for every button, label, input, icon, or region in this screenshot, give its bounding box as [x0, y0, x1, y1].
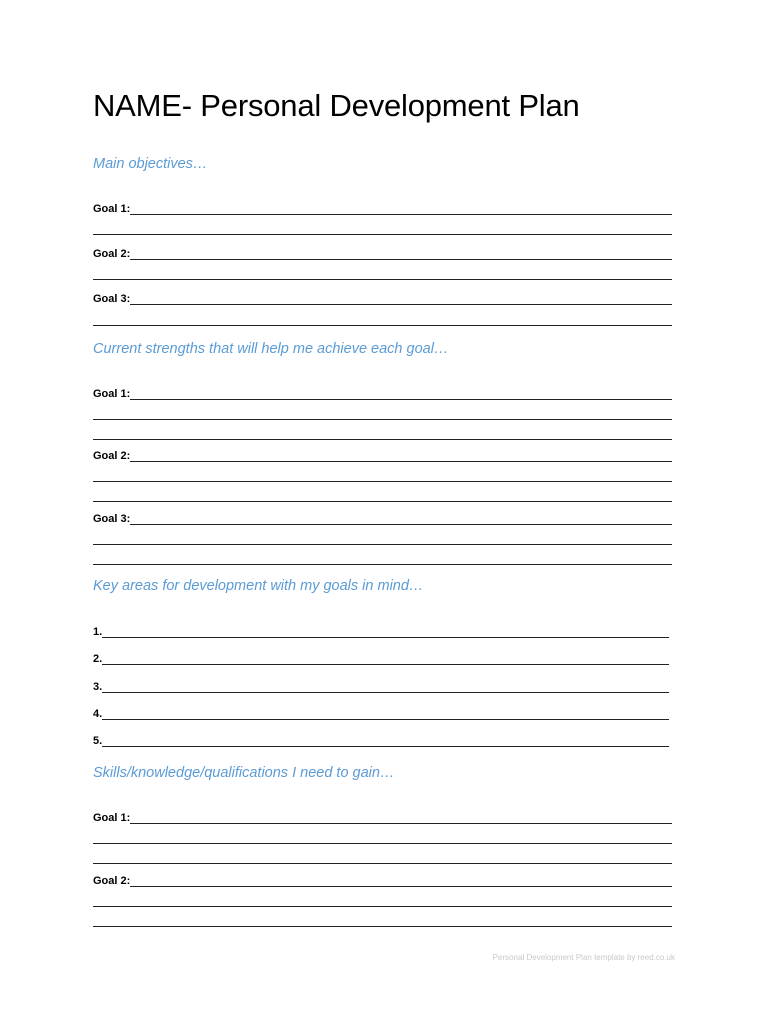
strengths-goal-1-continuation[interactable] — [93, 405, 672, 421]
goal-label: Goal 3: — [93, 513, 131, 525]
blank-line — [130, 304, 672, 305]
blank-line — [130, 259, 672, 260]
strengths-goal-3-continuation[interactable] — [93, 550, 672, 566]
skills-goal-2-line[interactable] — [93, 872, 672, 888]
goal-label: Goal 3: — [93, 293, 131, 305]
blank-line — [130, 461, 672, 462]
section-heading-skills: Skills/knowledge/qualifications I need to gain… — [93, 765, 395, 781]
page-title: NAME- Personal Development Plan — [93, 88, 580, 123]
goal-label: Goal 1: — [93, 812, 131, 824]
blank-line — [93, 863, 672, 864]
item-number: 1. — [93, 626, 103, 638]
development-item-4-line[interactable] — [93, 705, 669, 721]
goal-label: Goal 2: — [93, 248, 131, 260]
section-heading-strengths: Current strengths that will help me achieve each goal… — [93, 341, 449, 357]
development-item-1-line[interactable] — [93, 623, 669, 639]
blank-line — [93, 501, 672, 502]
blank-line — [130, 524, 672, 525]
goal-label: Goal 1: — [93, 388, 131, 400]
footer-credit: Personal Development Plan template by reed.co.uk — [492, 953, 675, 962]
blank-line — [130, 214, 672, 215]
strengths-goal-1-line[interactable] — [93, 385, 672, 401]
development-item-3-line[interactable] — [93, 678, 669, 694]
skills-goal-2-continuation[interactable] — [93, 892, 672, 908]
objectives-goal-1-continuation[interactable] — [93, 220, 672, 236]
strengths-goal-3-continuation[interactable] — [93, 530, 672, 546]
blank-line — [102, 719, 669, 720]
blank-line — [130, 886, 672, 887]
item-number: 5. — [93, 735, 103, 747]
development-item-2-line[interactable] — [93, 650, 669, 666]
blank-line — [93, 481, 672, 482]
blank-line — [93, 843, 672, 844]
skills-goal-1-continuation[interactable] — [93, 829, 672, 845]
skills-goal-1-continuation[interactable] — [93, 849, 672, 865]
skills-goal-2-continuation[interactable] — [93, 912, 672, 928]
skills-goal-1-line[interactable] — [93, 809, 672, 825]
item-number: 2. — [93, 653, 103, 665]
objectives-goal-2-continuation[interactable] — [93, 265, 672, 281]
blank-line — [93, 926, 672, 927]
strengths-goal-1-continuation[interactable] — [93, 425, 672, 441]
item-number: 4. — [93, 708, 103, 720]
objectives-goal-2-line[interactable] — [93, 245, 672, 261]
strengths-goal-3-line[interactable] — [93, 510, 672, 526]
development-item-5-line[interactable] — [93, 732, 669, 748]
section-heading-development: Key areas for development with my goals in mind… — [93, 578, 424, 594]
blank-line — [102, 692, 669, 693]
strengths-goal-2-line[interactable] — [93, 447, 672, 463]
objectives-goal-1-line[interactable] — [93, 200, 672, 216]
blank-line — [102, 746, 669, 747]
goal-label: Goal 1: — [93, 203, 131, 215]
blank-line — [93, 325, 672, 326]
blank-line — [130, 399, 672, 400]
objectives-goal-3-continuation[interactable] — [93, 311, 672, 327]
strengths-goal-2-continuation[interactable] — [93, 467, 672, 483]
blank-line — [93, 279, 672, 280]
goal-label: Goal 2: — [93, 875, 131, 887]
blank-line — [93, 906, 672, 907]
item-number: 3. — [93, 681, 103, 693]
section-heading-objectives: Main objectives… — [93, 156, 208, 172]
blank-line — [102, 664, 669, 665]
blank-line — [93, 419, 672, 420]
objectives-goal-3-line[interactable] — [93, 290, 672, 306]
blank-line — [130, 823, 672, 824]
blank-line — [93, 544, 672, 545]
strengths-goal-2-continuation[interactable] — [93, 487, 672, 503]
blank-line — [93, 439, 672, 440]
blank-line — [93, 564, 672, 565]
blank-line — [102, 637, 669, 638]
goal-label: Goal 2: — [93, 450, 131, 462]
blank-line — [93, 234, 672, 235]
